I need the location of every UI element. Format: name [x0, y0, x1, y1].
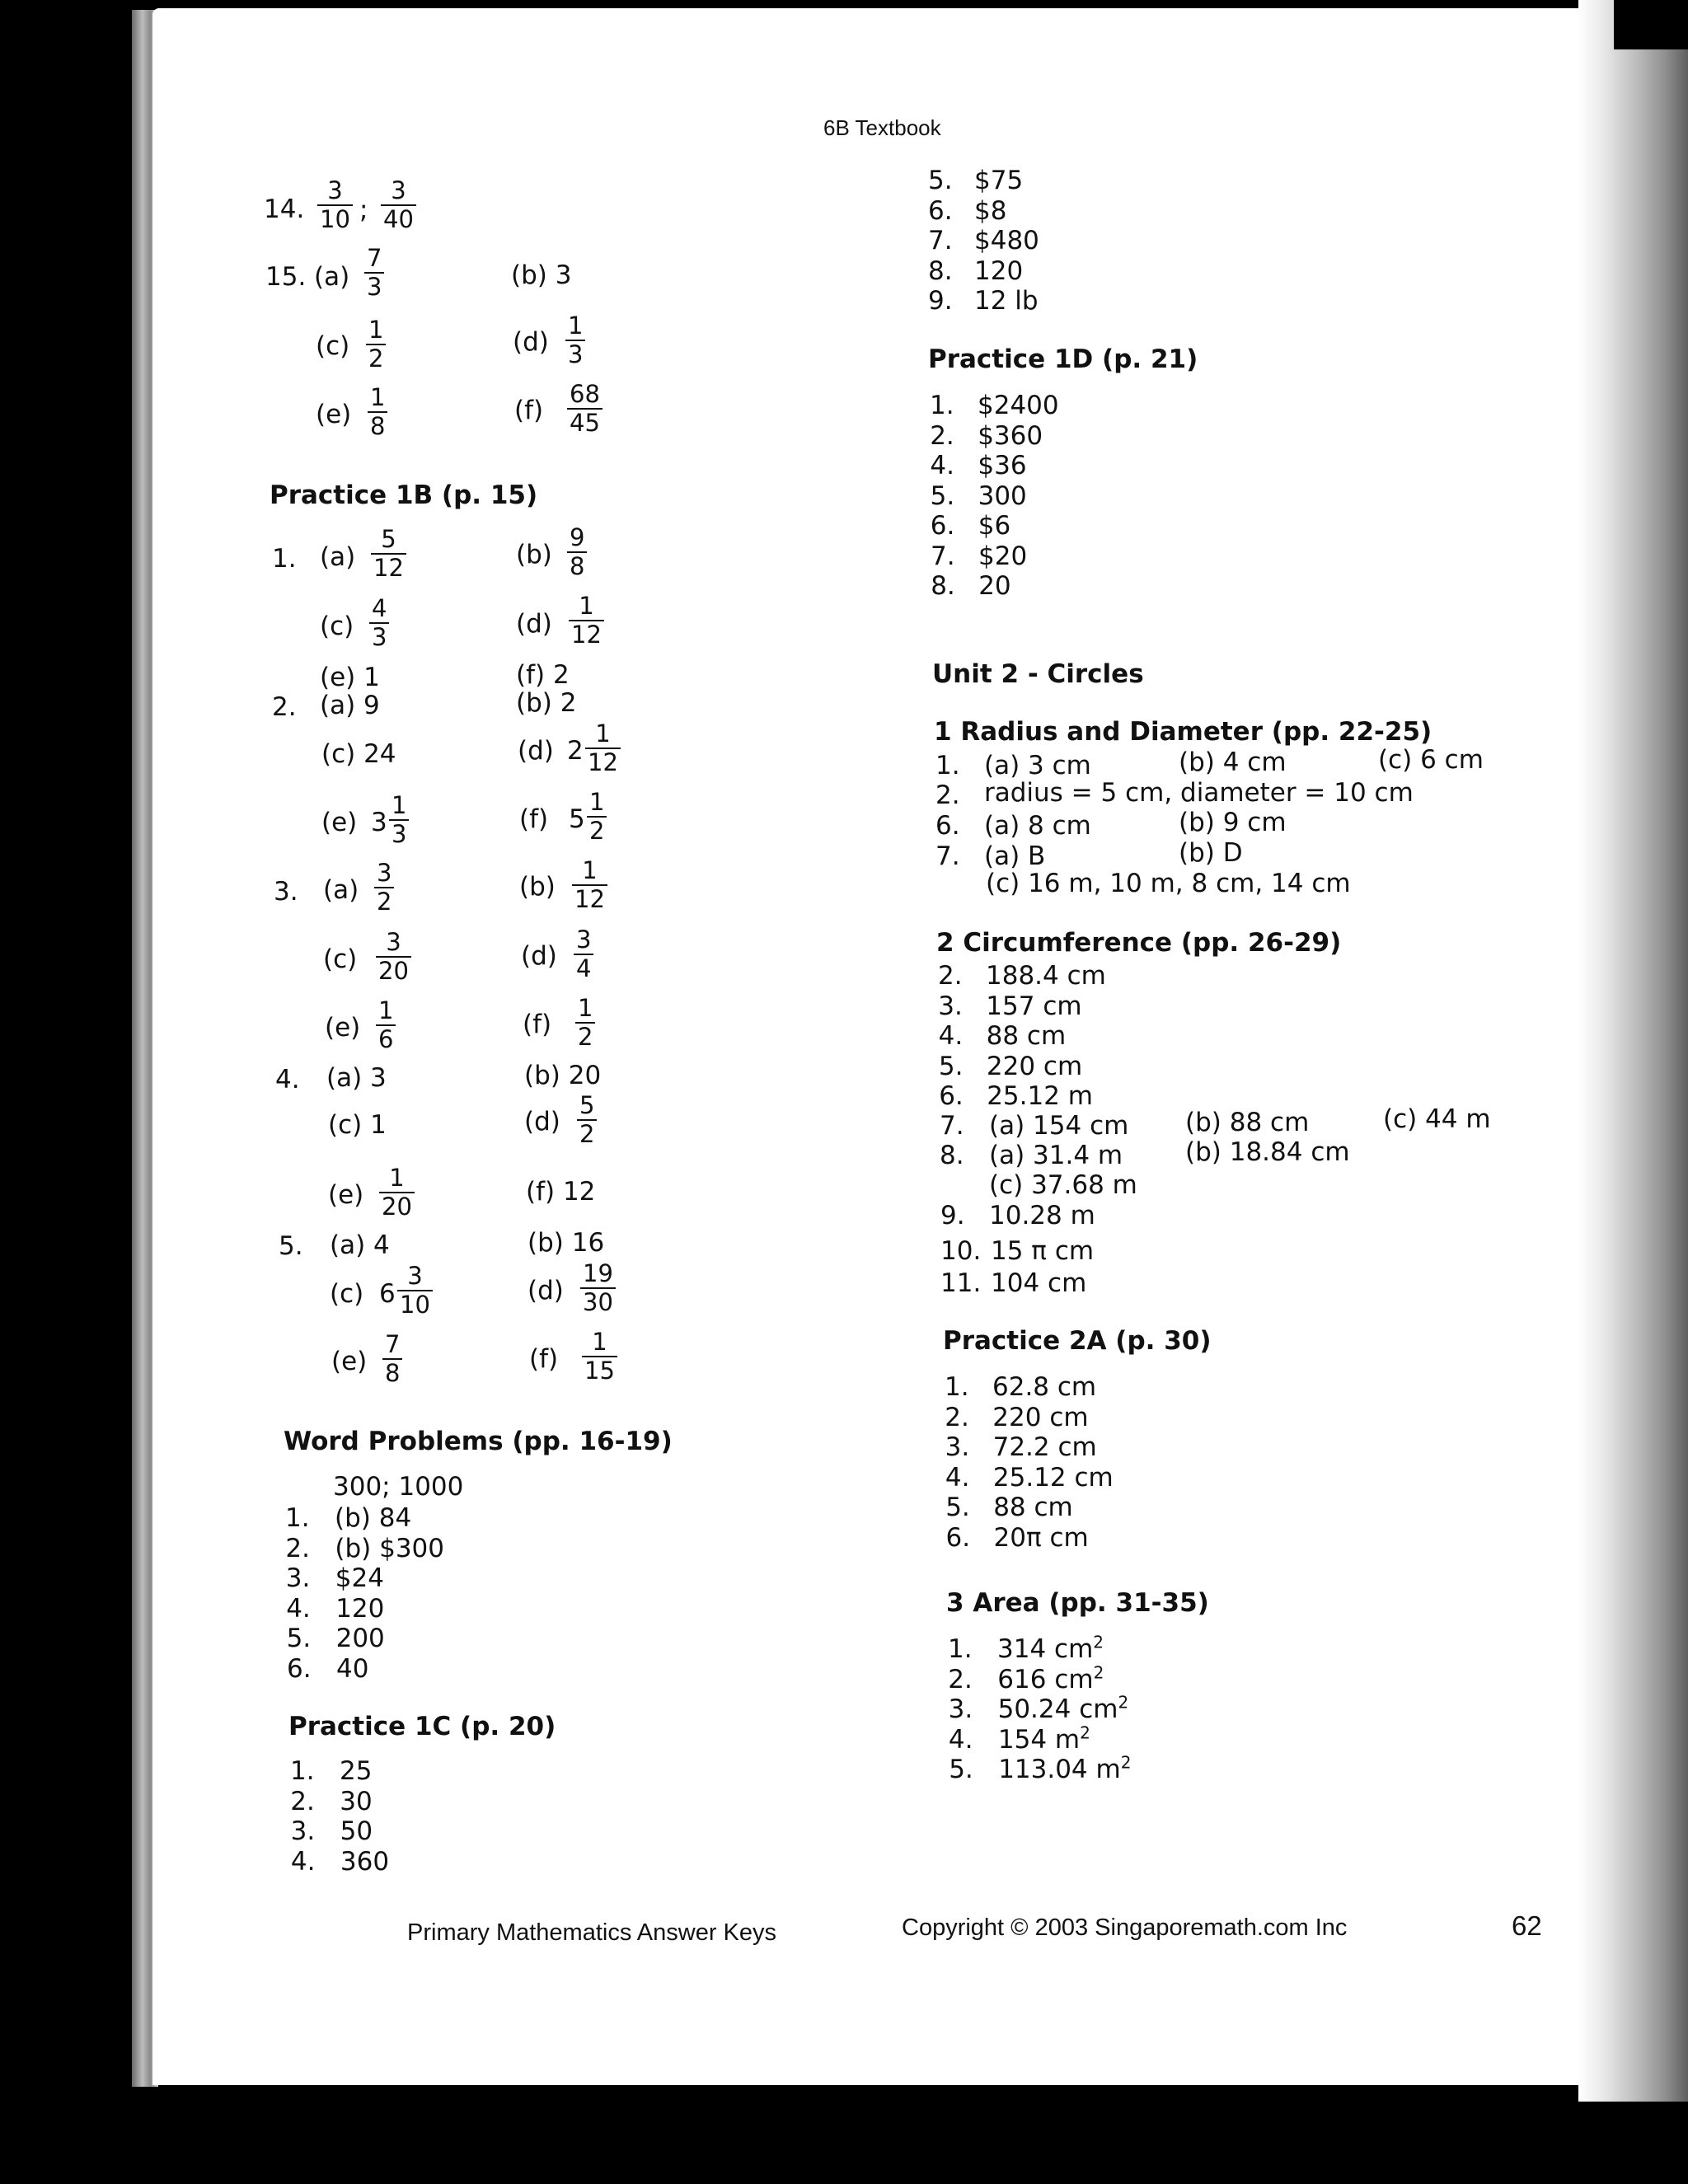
- p1b-q3b-label: (b): [519, 872, 556, 902]
- circ-l7-number: 7.: [940, 1111, 964, 1141]
- wp-item-number: 6.: [287, 1653, 312, 1684]
- circ-l8-number: 8.: [940, 1141, 964, 1170]
- rad-l7-a: (a) B: [984, 841, 1046, 871]
- p1c-item-number: 4.: [290, 1846, 316, 1877]
- p1d-item-number: 4.: [930, 451, 954, 480]
- rad-l1-b: (b) 4 cm: [1179, 748, 1287, 777]
- circ-item-number: 6.: [939, 1081, 964, 1111]
- rad-l1-number: 1.: [935, 751, 960, 780]
- rad-l7-b: (b) D: [1179, 838, 1243, 868]
- p1c-item-answer: 50: [340, 1816, 373, 1846]
- circ-l9-number: 9.: [940, 1201, 965, 1230]
- p1c-item-answer: 30: [340, 1786, 373, 1816]
- p1b-q5b-answer: (b) 16: [528, 1228, 605, 1258]
- p1d-item-number: 7.: [931, 541, 955, 571]
- p1c-item-number: 3.: [290, 1816, 316, 1846]
- superscript: 2: [1093, 1662, 1104, 1683]
- wp-item-answer: (b) 84: [335, 1503, 412, 1533]
- circ-item-number: 3.: [938, 991, 963, 1021]
- p1d-item-number: 1.: [930, 391, 954, 420]
- area-item-number: 5.: [949, 1755, 973, 1784]
- p1b-q3d-label: (d): [521, 941, 557, 971]
- cont-item-answer: 12 lb: [974, 286, 1039, 316]
- q15c-label: (c): [316, 331, 350, 361]
- p1b-q2a-answer: (a) 9: [320, 691, 380, 720]
- page-curl-right: [1578, 0, 1688, 2102]
- rad-l1-a: (a) 3 cm: [984, 751, 1091, 780]
- p1b-q3f-fraction: $\frac{1}{2}$: [575, 995, 595, 1051]
- cont-item-number: 7.: [928, 226, 953, 255]
- p1b-q4e-fraction: $\frac{1}{20}$: [379, 1165, 415, 1221]
- p1d-item-answer: $20: [978, 541, 1028, 571]
- cont-item-answer: $75: [974, 166, 1024, 195]
- p1b-q4-number: 4.: [275, 1065, 300, 1094]
- p1b-q2-number: 2.: [272, 692, 297, 722]
- p1b-q3f-label: (f): [523, 1010, 552, 1039]
- circ-l9-answer: 10.28 m: [989, 1201, 1095, 1230]
- p1b-q2f-fraction: $\frac{1}{2}$: [587, 789, 607, 845]
- rad-l6-b: (b) 9 cm: [1179, 808, 1287, 837]
- circ-item-answer: 157 cm: [986, 991, 1082, 1021]
- circ-l8-c: (c) 37.68 m: [989, 1170, 1137, 1200]
- p1b-q3e-label: (e): [325, 1013, 361, 1043]
- p1b-q1c-label: (c): [320, 612, 354, 641]
- p1b-q1b-fraction: $\frac{9}{8}$: [567, 524, 587, 580]
- p1b-q4c-answer: (c) 1: [328, 1110, 387, 1140]
- p1b-q5c-fraction: $\frac{3}{10}$: [397, 1263, 433, 1319]
- p1b-q5e-fraction: $\frac{7}{8}$: [382, 1331, 402, 1387]
- p1b-q2b-answer: (b) 2: [516, 688, 577, 718]
- p2a-item-number: 1.: [945, 1372, 969, 1402]
- circ-l11-number: 11.: [940, 1268, 982, 1298]
- p2a-item-number: 2.: [945, 1402, 969, 1432]
- circumference-heading: 2 Circumference (pp. 26-29): [936, 928, 1342, 958]
- superscript: 2: [1120, 1752, 1132, 1773]
- area-item-answer: 113.04 $m^2$: [998, 1752, 1132, 1784]
- superscript: 2: [1093, 1632, 1104, 1652]
- circ-l7-c: (c) 44 m: [1383, 1104, 1491, 1134]
- rad-l7-number: 7.: [935, 841, 960, 871]
- p1b-q1a-label: (a): [320, 542, 356, 572]
- p1d-item-answer: $6: [978, 511, 1011, 541]
- circ-item-answer: 188.4 cm: [986, 961, 1106, 991]
- p1b-q2f-whole: 5: [569, 804, 585, 834]
- p1d-item-number: 8.: [931, 571, 955, 601]
- p1b-q1f-answer: (f) 2: [516, 660, 570, 690]
- p1b-q4a-answer: (a) 3: [326, 1063, 387, 1093]
- p1c-item-number: 1.: [290, 1756, 315, 1786]
- cont-item-answer: 120: [974, 255, 1024, 286]
- area-item-number: 1.: [948, 1634, 973, 1664]
- cont-item-number: 9.: [928, 286, 953, 316]
- p1b-q3c-label: (c): [323, 944, 358, 974]
- q14-number: 14.: [264, 194, 305, 224]
- circ-l8-a: (a) 31.4 m: [989, 1141, 1123, 1170]
- p1b-q2c-answer: (c) 24: [321, 739, 396, 769]
- area-item-number: 4.: [948, 1724, 973, 1755]
- scan-corner: [1614, 0, 1688, 49]
- p1b-q3e-fraction: $\frac{1}{6}$: [376, 997, 396, 1053]
- q15d-label: (d): [513, 327, 549, 357]
- practice-1d-heading: Practice 1D (p. 21): [928, 344, 1198, 374]
- practice-1b-heading: Practice 1B (p. 15): [270, 480, 538, 510]
- p1b-q5d-fraction: $\frac{19}{30}$: [580, 1260, 616, 1316]
- area-heading: 3 Area (pp. 31-35): [946, 1588, 1209, 1618]
- p1b-q4b-answer: (b) 20: [524, 1061, 602, 1090]
- area-item-answer: 50.24 $cm^2$: [997, 1692, 1129, 1724]
- q14-separator: ;: [359, 195, 368, 225]
- p1b-q1a-fraction: $\frac{5}{12}$: [371, 526, 406, 582]
- p1b-q4d-label: (d): [524, 1107, 560, 1137]
- circ-l10-number: 10.: [940, 1236, 982, 1266]
- q15a-label: (a): [314, 262, 350, 292]
- radius-diameter-heading: 1 Radius and Diameter (pp. 22-25): [934, 717, 1432, 747]
- area-item-answer: 314 $cm^2$: [997, 1632, 1104, 1664]
- p1b-q4f-answer: (f) 12: [526, 1177, 596, 1207]
- p1b-q5c-label: (c): [330, 1279, 364, 1309]
- p1b-q2f-label: (f): [519, 804, 549, 834]
- wp-item-number: 5.: [286, 1624, 312, 1653]
- circ-l7-a: (a) 154 cm: [989, 1111, 1129, 1141]
- p1b-q1e-answer: (e) 1: [320, 663, 380, 692]
- wp-item-number: 2.: [285, 1533, 310, 1563]
- p1c-item-answer: 25: [340, 1756, 373, 1786]
- p1b-q5e-label: (e): [331, 1347, 368, 1376]
- p1b-q1b-label: (b): [516, 540, 552, 569]
- p1b-q1d-label: (d): [516, 609, 552, 639]
- p1d-item-answer: 20: [978, 571, 1011, 601]
- p1b-q2e-label: (e): [321, 808, 358, 837]
- area-item-number: 3.: [948, 1694, 973, 1724]
- word-problems-heading: Word Problems (pp. 16-19): [284, 1427, 673, 1456]
- circ-item-answer: 25.12 m: [987, 1081, 1093, 1111]
- p1b-q2d-fraction: $\frac{1}{12}$: [585, 720, 621, 776]
- page-number: 62: [1512, 1910, 1542, 1941]
- p1b-q5d-label: (d): [528, 1276, 564, 1305]
- p1d-item-answer: $2400: [978, 391, 1059, 420]
- area-item-answer: 616 $cm^2$: [997, 1662, 1104, 1694]
- p2a-item-number: 6.: [945, 1522, 971, 1553]
- circ-l10-answer: 15 π cm: [991, 1236, 1095, 1266]
- cont-item-number: 8.: [928, 255, 953, 286]
- area-item-answer: 154 $m^2$: [997, 1722, 1090, 1755]
- wp-item-answer: 120: [335, 1593, 385, 1624]
- p2a-item-answer: 20π cm: [993, 1522, 1089, 1553]
- p2a-item-number: 4.: [945, 1462, 970, 1493]
- q15a-fraction: $\frac{7}{3}$: [364, 245, 384, 301]
- p1b-q1c-fraction: $\frac{4}{3}$: [369, 595, 389, 651]
- p2a-item-answer: 88 cm: [993, 1493, 1073, 1522]
- p1d-item-answer: $360: [978, 420, 1043, 451]
- practice-1c-heading: Practice 1C (p. 20): [288, 1712, 556, 1741]
- wp-intro: 300; 1000: [333, 1472, 464, 1502]
- p2a-item-answer: 220 cm: [992, 1402, 1089, 1432]
- circ-item-number: 5.: [938, 1051, 964, 1081]
- q15f-fraction: $\frac{68}{45}$: [567, 381, 603, 437]
- p1b-q3a-fraction: $\frac{3}{2}$: [374, 860, 394, 916]
- wp-item-answer: (b) $300: [335, 1533, 445, 1563]
- circ-l11-answer: 104 cm: [991, 1268, 1087, 1298]
- p1b-q2e-whole: 3: [371, 808, 387, 837]
- p1b-q1-number: 1.: [272, 544, 297, 574]
- p1b-q5f-label: (f): [529, 1344, 559, 1374]
- p1b-q4d-fraction: $\frac{5}{2}$: [577, 1092, 597, 1148]
- circ-l7-b: (b) 88 cm: [1185, 1108, 1310, 1137]
- q15-number: 15.: [265, 262, 307, 292]
- wp-item-number: 4.: [286, 1593, 311, 1624]
- area-item-number: 2.: [948, 1664, 973, 1694]
- cont-item-number: 6.: [928, 195, 953, 226]
- q15c-fraction: $\frac{1}{2}$: [366, 316, 386, 373]
- p1b-q2e-fraction: $\frac{1}{3}$: [389, 792, 409, 848]
- circ-item-number: 2.: [938, 961, 963, 991]
- circ-l8-b: (b) 18.84 cm: [1185, 1137, 1350, 1167]
- rad-l1-c: (c) 6 cm: [1378, 745, 1484, 775]
- rad-l6-a: (a) 8 cm: [984, 811, 1091, 841]
- q15b-answer: (b) 3: [511, 260, 572, 290]
- wp-item-number: 3.: [285, 1563, 311, 1593]
- rad-l6-number: 6.: [935, 811, 960, 841]
- practice-2a-heading: Practice 2A (p. 30): [943, 1326, 1212, 1356]
- p2a-item-answer: 62.8 cm: [992, 1372, 1097, 1402]
- p1b-q5c-whole: 6: [379, 1279, 396, 1309]
- q15f-label: (f): [514, 396, 544, 425]
- wp-item-number: 1.: [285, 1503, 310, 1533]
- p1b-q3d-fraction: $\frac{3}{4}$: [574, 926, 593, 982]
- wp-item-answer: 40: [336, 1653, 369, 1684]
- p2a-item-number: 3.: [945, 1432, 970, 1462]
- cont-item-number: 5.: [928, 166, 953, 195]
- p1d-item-number: 6.: [930, 511, 955, 541]
- rad-l2-answer: radius = 5 cm, diameter = 10 cm: [984, 778, 1414, 808]
- circ-item-answer: 88 cm: [986, 1021, 1067, 1051]
- circ-item-number: 4.: [938, 1021, 964, 1051]
- page-header: 6B Textbook: [823, 115, 941, 140]
- p1b-q1d-fraction: $\frac{1}{12}$: [569, 593, 604, 649]
- p1b-q2d-whole: 2: [567, 736, 584, 766]
- p1d-item-number: 2.: [930, 420, 954, 451]
- p2a-item-answer: 72.2 cm: [992, 1432, 1097, 1462]
- p1b-q4e-label: (e): [328, 1180, 364, 1210]
- p1b-q3c-fraction: $\frac{3}{20}$: [376, 929, 411, 985]
- superscript: 2: [1080, 1722, 1090, 1743]
- p1c-item-number: 2.: [290, 1786, 315, 1816]
- p1c-item-answer: 360: [340, 1846, 390, 1877]
- cont-item-answer: $8: [974, 195, 1007, 226]
- p1b-q5a-answer: (a) 4: [330, 1230, 390, 1260]
- q14-fraction-2: $\frac{3}{40}$: [381, 177, 416, 233]
- wp-item-answer: $24: [335, 1563, 384, 1593]
- p1d-item-answer: 300: [978, 480, 1027, 511]
- footer-left: Primary Mathematics Answer Keys: [407, 1919, 777, 1946]
- p2a-item-number: 5.: [945, 1493, 970, 1522]
- circ-item-answer: 220 cm: [986, 1051, 1083, 1081]
- p1b-q5-number: 5.: [279, 1231, 303, 1261]
- rad-l2-number: 2.: [935, 780, 960, 810]
- p1b-q3a-label: (a): [323, 875, 359, 905]
- p1d-item-number: 5.: [930, 480, 955, 511]
- p1b-q3-number: 3.: [274, 877, 298, 907]
- rad-l7-c: (c) 16 m, 10 m, 8 cm, 14 cm: [986, 869, 1351, 898]
- footer-copyright: Copyright © 2003 Singaporemath.com Inc: [902, 1915, 1348, 1941]
- q15e-label: (e): [316, 400, 352, 429]
- wp-item-answer: 200: [335, 1624, 385, 1653]
- cont-item-answer: $480: [974, 226, 1039, 255]
- p1b-q3b-fraction: $\frac{1}{12}$: [572, 857, 607, 913]
- p1b-q2d-label: (d): [518, 736, 554, 766]
- q15e-fraction: $\frac{1}{8}$: [368, 384, 387, 440]
- q14-fraction-1: $\frac{3}{10}$: [317, 177, 353, 233]
- unit-2-heading: Unit 2 - Circles: [932, 659, 1144, 689]
- p1b-q5f-fraction: $\frac{1}{15}$: [582, 1329, 617, 1385]
- p1d-item-answer: $36: [978, 451, 1027, 480]
- superscript: 2: [1118, 1692, 1129, 1713]
- q15d-fraction: $\frac{1}{3}$: [565, 312, 585, 368]
- p2a-item-answer: 25.12 cm: [992, 1462, 1114, 1493]
